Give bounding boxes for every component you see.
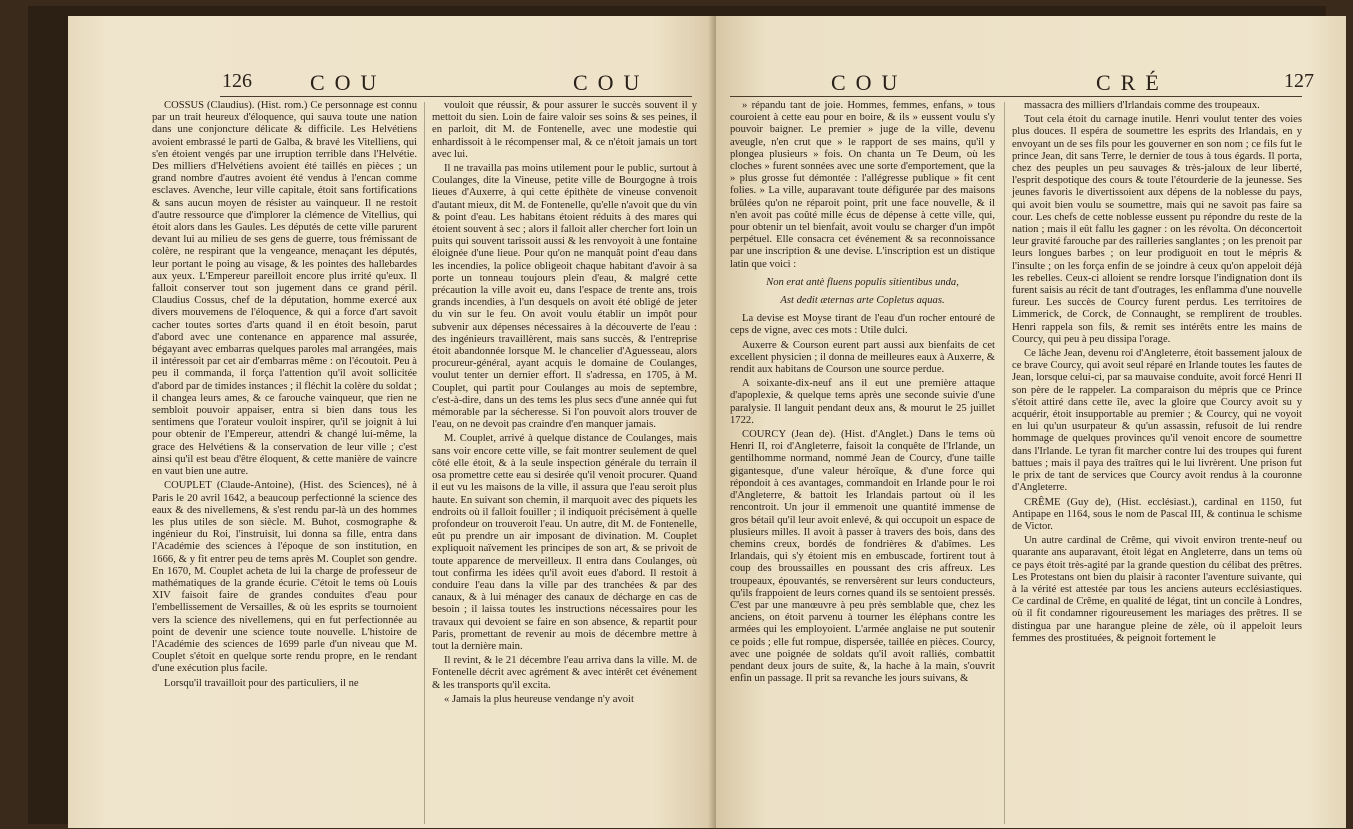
right-column-2: [1012, 100, 1302, 645]
page-number-left: 126: [222, 70, 252, 92]
paragraph: massacra des milliers d'Irlandais comme des troupeaux.: [1024, 100, 1260, 111]
entry-courcy: COURCY (Jean de). (Hist. d'Anglet.) Dans le tems où Henri II, roi d'Angleterre, faisoit la conquête de l'Irlande, un gentilhomme normand, nommé Jean de Courcy, d'une taille gigantesque, d'une valeur héroïque, & d'une force qui répondoit à ces avantages, commandoit en Irlande pour le roi d'Angleterre, & battoit les Irlandais partout où il les rencontroit. Un jour il emmenoit une quantité immense de gros bétail qu'il leur avoit enlevé, & qui occupoit un espace de plusieurs milles. Il avoit à passer à travers des bois, dans des chemins creux, bordés de fondrières & d'abîmes. Les Irlandais, qui s'y étoient mis en embuscade, fortirent tout à coup des broussailles en poussant des cris affreux. Les troupeaux, épouvantés, se renversèrent sur leurs conducteurs, qu'ils frappoient de leurs cornes quand ils se sentoient pressés. C'est par une manœuvre à peu près semblable que, chez les anciens, on étoit parvenu à tourner les éléphans contre les armées qui les employoient. L'armée anglaise ne put soutenir ce poids ; elle fut rompue, dispersée, taillée en pièces. Courcy, avec une poignée de soldats qu'il avoit ralliés, combattit pendant deux jours de suite, &, la hache à la main, s'ouvrit enfin un passage. Il prit sa revanche les jours suivans, &: [730, 429, 995, 685]
left-page: [68, 16, 716, 828]
right-column-1: [730, 100, 995, 685]
paragraph: Lorsqu'il travailloit pour des particuliers, il ne: [164, 677, 359, 689]
paragraph: M. Couplet, arrivé à quelque distance de Coulanges, mais sans voir encore cette ville, se fait montrer seulement de quel côté elle étoit, & à la seule inspection générale du terrain il osa promettre cette eau si desirée qu'il venoit procurer. Quand il eut vu les maisons de la ville, il assura que l'eau seroit plus haute. En suivant son chemin, il marquoit avec des piquets les endroits où il falloit fouiller ; il indiquoit précisément à quelle profondeur on trouveroit l'eau. Un autre, dit M. de Fontenelle, eût pu prendre un air imposant de divination. M. Couplet expliquoit naïvement les principes de son art, & se privoit de toute apparence de merveilleux. Il entra dans Coulanges, où tout confirma les idées qu'il avoit eues d'abord. Il restoit à conduire l'eau dans la ville par des tranchées & par des canaux, & à lui ménager des canaux de décharge en cas de besoin ; il laissa toutes les instructions nécessaires pour les travaux qui devoient se faire en son absence, & repartit pour Paris, promettant de revenir au mois de décembre mettre à tout la dernière main.: [432, 433, 697, 652]
running-head-right-col1: COU: [831, 70, 908, 95]
running-head-left-col1: COU: [310, 70, 387, 95]
left-column-2: [432, 100, 697, 706]
paragraph: Il ne travailla pas moins utilement pour le public, surtout à Coulanges, dite la Vineuse, petite ville de Bourgogne à trois lieues d'Auxerre, à qui cette épithète de vineuse convenoit d'autant mieux, dit M. de Fontenelle, qu'elle n'avoit que du vin & point d'eau. Les habitans étoient réduits à des mares qui étoient souvent à sec ; alors il falloit aller chercher fort loin un puits qui souvent tarissoit aussi & les renvoyoit à une fontaine éloignée d'une lieue. Pour qu'on ne manquât point d'eau dans les incendies, la police obligeoit chaque habitant d'avoir à sa porte un tonneau toujours plein d'eau, & malgré cette précaution la ville avoit eu, dans l'espace de trente ans, trois grands incendies, à l'un desquels on avoit été obligé de jeter du vin sur le feu. On avoit voulu établir un impôt pour subvenir aux dépenses nécessaires à la découverte de l'eau : des ingénieurs travaillèrent, mais sans succès, & l'entreprise étoit abandonnée lorsque M. le chancelier d'Aguesseau, alors procureur-général, ayant acquis le domaine de Coulanges, voulut tenter un dernier effort. Il s'adressa, en 1705, à M. Couplet, qui partit pour Coulanges au mois de septembre, c'est-à-dire, dans un des tems les plus secs d'une année qui fut mémorable par la sécheresse. Si l'on pouvoit alors trouver de l'eau, on ne devoit pas craindre d'en manquer jamais.: [432, 163, 697, 431]
left-column-1: [152, 100, 417, 690]
paragraph: Il revint, & le 21 décembre l'eau arriva dans la ville. M. de Fontenelle décrit avec agrément & avec intérêt cet événement & les transports qu'il excita.: [432, 655, 697, 691]
latin-distich-line-1: Non erat antè fluens populis sitientibus unda,: [766, 276, 959, 288]
paragraph: A soixante-dix-neuf ans il eut une première attaque d'apoplexie, & quelque tems après une seconde suivie d'une paralysie. Il languit pendant deux ans, & mourut le 25 juillet 1722.: [730, 378, 995, 426]
paragraph: La devise est Moyse tirant de l'eau d'un rocher entouré de ceps de vigne, avec ces mots : Utile dulci.: [730, 313, 995, 337]
column-separator: [424, 102, 425, 824]
right-page: [716, 16, 1346, 828]
paragraph: Auxerre & Courson eurent part aussi aux bienfaits de cet excellent physicien ; il donna de meilleures eaux à Auxerre, & rendit aux habitans de Courson une source perdue.: [730, 339, 995, 376]
paragraph: » répandu tant de joie. Hommes, femmes, enfans, » tous couroient à cette eau pour en boire, & ils » eussent voulu s'y pouvoir baigner. Le premier » juge de la ville, devenu aveugle, n'en crut que » le rapport de ses mains, qu'il y plongea plusieurs » fois. On chanta un Te Deum, où les cloches » furent sonnées avec une sorte d'emportement, que la » plus grosse fut démontée : l'allégresse publique » fit cent folies. » La ville, auparavant toute défigurée par des maisons brûlées qu'on ne réparoit point, prit une face nouvelle, & il n'en avoit pas coûté mille écus de dépense à cette ville, qui, pour obtenir un tel bienfait, avoit voulu se charger d'un impôt perpétuel. Elle consacra cet événement & sa reconnoissance par une inscription & une devise. L'inscription est un distique latin que voici :: [730, 100, 995, 270]
paragraph: Ce lâche Jean, devenu roi d'Angleterre, étoit bassement jaloux de ce brave Courcy, qui avoit seul réparé en Irlande toutes les fautes de Jean, lorsque celui-ci, par sa mauvaise conduite, avoit forcé Henri II son père de le rappeler. La comparaison du mépris que ce Prince s'étoit attiré dans cette île, avec la gloire que Courcy avoit su y acquérir, étoit insupportable au premier ; & Courcy, qui ne voyoit en lui qu'un usurpateur & qu'un assassin, refusoit de lui rendre hommage de quelques provinces qu'il venoit encore de soumettre dans l'Irlande. Le tyran fit marcher contre lui des troupes qui furent battues ; mais il paya des traîtres qui le lui livrèrent. Une prison fut le prix de tant de services que Courcy avoit rendus à la couronne d'Angleterre.: [1012, 348, 1302, 494]
latin-distich-line-2: Ast dedit æternas arte Copletus aquas.: [780, 295, 945, 307]
paragraph: vouloit que réussir, & pour assurer le succès souvent il y mettoit du sien. Loin de faire valoir ses soins & ses peines, il en parloit, dit M. de Fontenelle, avec une modestie qui enhardissoit à le récompenser mal, & ce n'étoit jamais un tort avec lui.: [432, 100, 697, 160]
book-spread: [28, 6, 1326, 824]
header-rule-right: [730, 96, 1302, 97]
running-head-left-col2: COU: [573, 70, 650, 95]
header-rule-left: [220, 96, 692, 97]
entry-cossus: COSSUS (Claudius). (Hist. rom.) Ce personnage est connu par un trait heureux d'éloquence, qui sauva toute une nation dans une conjoncture délicate & difficile. Les Helvétiens avoient embrassé le parti de Galba, & bravé les Vitelliens, qui s'en étoient vengés par une irruption terrible dans l'Helvétie. Des milliers d'Helvétiens avoient été taillés en pièces ; un grand nombre d'autres avoient été vendus à l'encan comme esclaves. Avenche, leur ville capitale, étoit sans fortifications & sans aucun moyen de résister au vainqueur. Il ne restoit d'autre ressource que d'implorer la clémence de Vitellius, qui étoit alors dans les Gaules. Les députés de cette ville parurent devant lui au milieu de ses gens de guerre, tous frémissant de colère, ne respirant que la vengeance, menaçant les députés, leur portant le poing au visage, & les pointes des hallebardes aux yeux. L'Empereur pareilloit encore plus irrité qu'eux. Il falloit conserver tout son jugement dans ce grand péril. Claudius Cossus, chef de la députation, homme exercé aux divers mouvemens de l'éloquence, & qui a force d'art savoit cacher toutes sortes d'arts quand il en étoit besoin, parut d'abord avec une contenance en apparence mal assurée, bégayant avec embarras quelques paroles mal arrangées, mais il intéressoit par cet air d'embarras même : on l'écoutoit. Peu à peu il commanda, il força l'attention qu'il avoit sollicitée d'abord par de timides instances ; il fléchit la colère du soldat ; il changea leurs ames, & ce farouche vainqueur, que rien ne sembloit pouvoir appaiser, entra si bien dans tous les sentimens que l'orateur vouloit inspirer, qu'il se joignit à lui pour obtenir de l'Empereur, attendri & changé lui-même, la grace des Helvétiens & la conservation de leur ville ; c'est ainsi qu'il est beau d'être éloquent, & cette manière de vaincre en vaut bien une autre.: [152, 100, 417, 478]
entry-couplet: COUPLET (Claude-Antoine), (Hist. des Sciences), né à Paris le 20 avril 1642, a beaucoup perfectionné la science des eaux & des nivellemens, & s'est rendu par-là un des hommes les plus utiles de son siècle. M. Buhot, cosmographe & ingénieur du Roi, l'instruisit, lui donna sa fille, entra dans l'Académie des sciences à l'époque de son institution, en 1666, & y fit entrer peu de tems après M. Couplet son gendre. En 1670, M. Couplet acheta de lui la charge de professeur de mathématiques de la grande écurie. C'étoit le tems où Louis XIV faisoit faire de grandes conduites d'eau pour l'embellissement de Versailles, & où les esprits se tournoient vers la science des nivellemens, qui en fut perfectionnée au point de devenir une science toute nouvelle. L'histoire de l'Académie des sciences de 1699 parle d'un niveau que M. Couplet s'étoit en quelque sorte rendu propre, en le rendant d'une exécution plus facile.: [152, 480, 417, 675]
paragraph: Un autre cardinal de Crême, qui vivoit environ trente-neuf ou quarante ans auparavant, étoit légat en Angleterre, dans un tems où ce pays étoit très-agité par la grande question du célibat des prêtres. Les Protestans ont bien du plaisir à raconter l'aventure suivante, qui à la vérité est attestée par tous les anciens auteurs ecclésiastiques. Ce cardinal de Crême, en qualité de légat, tint un concile à Londres, où il fit condamner rigoureusement les mariages des prêtres. Il se distingua par une harangue pleine de zèle, où il appeloit leurs femmes des prostituées, & peignoit fortement le: [1012, 535, 1302, 644]
paragraph: Tout cela étoit du carnage inutile. Henri voulut tenter des voies plus douces. Il espéra de soumettre les esprits des Irlandais, en y envoyant un de ses fils pour les gouverner en son nom ; ce fils fut le prince Jean, dit sans Terre, le dernier de tous à tous égards. Il porta, chez des peuples un peu sauvages & très-jaloux de leur liberté, l'esprit despotique des cours & toute l'étourderie de la jeunesse. Ses jeunes favoris le divertissoient aux dépens de la noblesse du pays, qui avoit bien voulu se soumettre, mais qui ne savoit pas faire sa cour. Les chefs de cette noblesse eussent pu répondre du reste de la nation ; mais il eût fallu les gagner : on les révolta. On déconcertoit leur gravité farouche par des railleries sanglantes ; on les prenoit par leurs longues barbes ; on leur prodiguoit en tout le mépris & l'insulte ; on les força enfin de se joindre à ceux qu'on appeloit déjà les rebelles. Ceux-ci alloient se rendre lorsque l'indignation dont ils furent saisis au récit de tant d'outrages, les enflamma d'une nouvelle fureur. Les succès de Courcy furent perdus. Les territoires de Limmerick, de Corck, de Connaught, se remplirent de troubles. Henri rappela son fils, & remit ses intérêts entre les mains de Courcy, qui peu à peu dissipa l'orage.: [1012, 114, 1302, 345]
running-head-right-col2: CRÉ: [1096, 70, 1169, 95]
column-separator: [1004, 102, 1005, 824]
entry-creme: CRÊME (Guy de), (Hist. ecclésiast.), cardinal en 1150, fut Antipape en 1164, sous le nom de Pascal III, & continua le schisme de Victor.: [1012, 496, 1302, 532]
page-number-right: 127: [1284, 70, 1314, 92]
paragraph: « Jamais la plus heureuse vendange n'y avoit: [444, 693, 634, 705]
